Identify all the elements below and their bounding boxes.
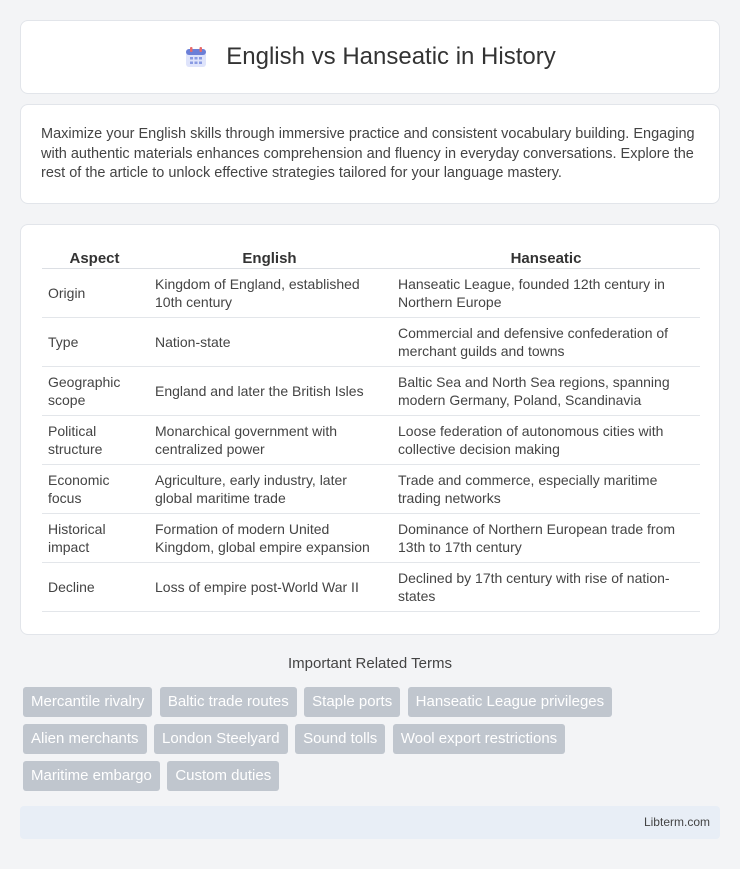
table-row xyxy=(42,465,700,514)
cell-english: Nation-state xyxy=(147,318,392,367)
related-term-tag[interactable]: Baltic trade routes xyxy=(160,687,297,717)
page-title: English vs Hanseatic in History xyxy=(226,43,556,70)
related-terms-title: Important Related Terms xyxy=(288,655,452,672)
related-term-tag[interactable]: Alien merchants xyxy=(23,724,147,754)
cell-hanseatic: Loose federation of autonomous cities with collective decision making xyxy=(392,416,700,465)
cell-english: Monarchical government with centralized power xyxy=(147,416,392,465)
footer-brand-link[interactable]: Libterm.com xyxy=(643,815,710,829)
related-term-tag[interactable]: Wool export restrictions xyxy=(393,724,565,754)
table-row xyxy=(42,318,700,367)
related-term-tag[interactable]: Staple ports xyxy=(304,687,400,717)
table-row xyxy=(42,416,700,465)
cell-english: Formation of modern United Kingdom, global empire expansion xyxy=(147,514,392,563)
table-header-row xyxy=(42,245,700,269)
intro-text: Maximize your English skills through immersive practice and consistent vocabulary building. Engaging with authentic materials enhances comprehension and fluency in everyday conversations. Explore the rest of the article to unlock effective strategies tailored for your language mastery. xyxy=(41,126,695,181)
cell-english: England and later the British Isles xyxy=(147,367,392,416)
related-term-tag[interactable]: Maritime embargo xyxy=(23,761,160,791)
related-term-tag[interactable]: Custom duties xyxy=(167,761,279,791)
cell-aspect: Type xyxy=(42,318,147,367)
cell-english: Loss of empire post-World War II xyxy=(147,563,392,612)
cell-aspect: Origin xyxy=(42,269,147,318)
related-terms-list xyxy=(23,687,703,798)
related-term-tag[interactable]: Hanseatic League privileges xyxy=(408,687,612,717)
comparison-table-card xyxy=(20,224,720,635)
cell-aspect: Political structure xyxy=(42,416,147,465)
cell-hanseatic: Baltic Sea and North Sea regions, spanning modern Germany, Poland, Scandinavia xyxy=(392,367,700,416)
intro-card xyxy=(20,104,720,204)
cell-hanseatic: Declined by 17th century with rise of nation-states xyxy=(392,563,700,612)
table-row xyxy=(42,367,700,416)
cell-hanseatic: Commercial and defensive confederation of merchant guilds and towns xyxy=(392,318,700,367)
cell-english: Agriculture, early industry, later global maritime trade xyxy=(147,465,392,514)
cell-aspect: Geographic scope xyxy=(42,367,147,416)
header-hanseatic: Hanseatic xyxy=(392,245,700,269)
table-row xyxy=(42,514,700,563)
cell-aspect: Economic focus xyxy=(42,465,147,514)
related-term-tag[interactable]: Sound tolls xyxy=(295,724,385,754)
header-aspect: Aspect xyxy=(42,245,147,269)
cell-aspect: Historical impact xyxy=(42,514,147,563)
comparison-table xyxy=(42,245,700,612)
related-term-tag[interactable]: London Steelyard xyxy=(154,724,288,754)
title-card xyxy=(20,20,720,94)
calendar-icon xyxy=(184,45,208,69)
cell-aspect: Decline xyxy=(42,563,147,612)
related-term-tag[interactable]: Mercantile rivalry xyxy=(23,687,152,717)
cell-english: Kingdom of England, established 10th century xyxy=(147,269,392,318)
table-row xyxy=(42,269,700,318)
table-row xyxy=(42,563,700,612)
cell-hanseatic: Trade and commerce, especially maritime trading networks xyxy=(392,465,700,514)
cell-hanseatic: Hanseatic League, founded 12th century in Northern Europe xyxy=(392,269,700,318)
header-english: English xyxy=(147,245,392,269)
cell-hanseatic: Dominance of Northern European trade from 13th to 17th century xyxy=(392,514,700,563)
footer xyxy=(20,806,720,839)
